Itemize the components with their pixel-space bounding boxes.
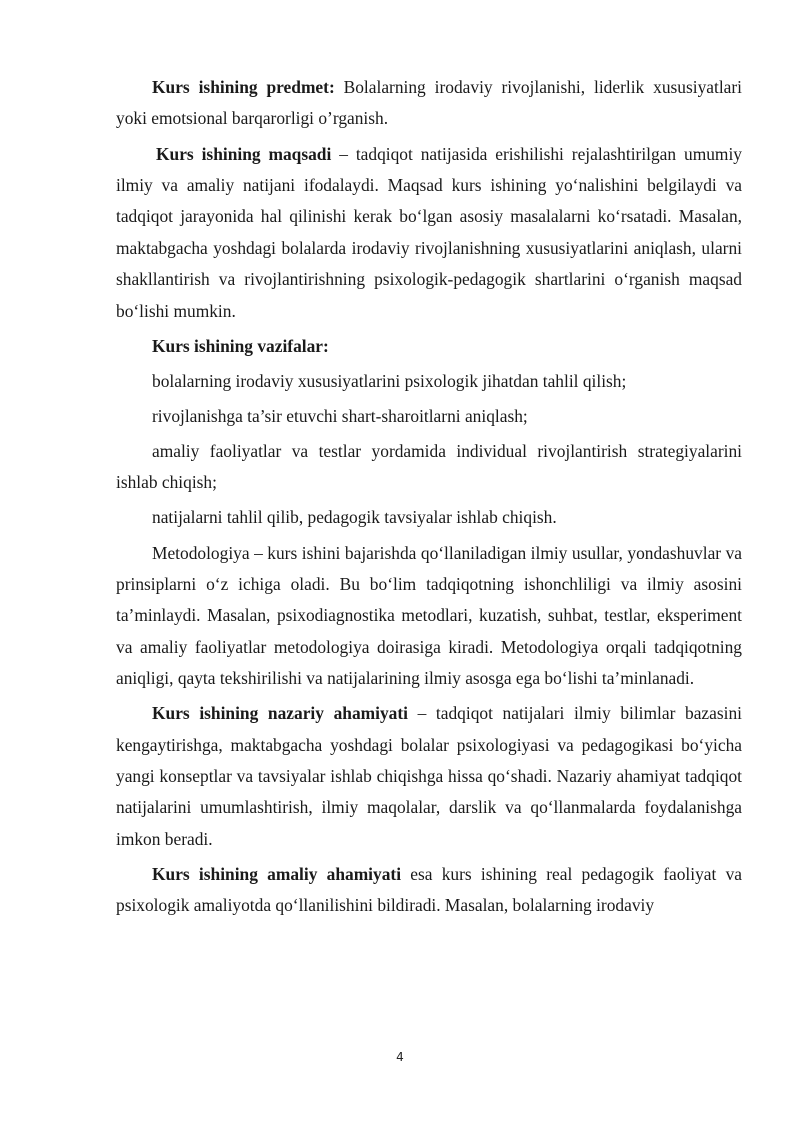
task-item-1 <box>116 366 742 397</box>
heading-practical: Kurs ishining amaliy ahamiyati <box>152 863 402 884</box>
paragraph-tasks-heading <box>116 331 742 362</box>
paragraph-theoretical <box>116 698 742 855</box>
heading-subject: Kurs ishining predmet: <box>152 77 335 97</box>
task-item-2 <box>116 401 742 432</box>
paragraph-aim <box>116 139 742 327</box>
task-item-3 <box>116 436 742 499</box>
theoretical-text: – tadqiqot natijalari ilmiy bilimlar bazasini kengaytirishga, maktabgacha yoshdagi bolalar psixologiyasi va pedagogikasi bo‘yicha yangi konseptlar va tavsiyalar ishlab chiqishga hissa qo‘shadi. Nazariy ahamiyat tadqiqot natijalarini umumlashtirish, ilmiy maqolalar, darslik va qo‘llanmalarda foydalanishga imkon beradi. <box>116 703 742 849</box>
task-item-4-text: natijalarni tahlil qilib, pedagogik tavsiyalar ishlab chiqish. <box>152 507 557 528</box>
task-item-4 <box>116 502 742 533</box>
heading-aim: Kurs ishining maqsadi <box>156 143 332 164</box>
paragraph-methodology <box>116 538 742 695</box>
practical-text: esa kurs ishining real pedagogik faoliyat va psixologik amaliyotda qo‘llanilishini bildiradi. Masalan, bolalarning irodaviy <box>116 863 742 916</box>
heading-theoretical: Kurs ishining nazariy ahamiyati <box>152 703 408 724</box>
page-number: 4 <box>396 1050 404 1064</box>
heading-tasks: Kurs ishining vazifalar: <box>152 335 329 356</box>
subject-text: Bolalarning irodaviy rivojlanishi, liderlik xususiyatlari yoki emotsional barqarorligi o’rganish. <box>116 77 742 129</box>
paragraph-subject <box>116 72 742 135</box>
task-item-2-text: rivojlanishga ta’sir etuvchi shart-sharoitlarni aniqlash; <box>152 405 528 426</box>
methodology-text: Metodologiya – kurs ishini bajarishda qo‘llaniladigan ilmiy usullar, yondashuvlar va prinsiplarni o‘z ichiga oladi. Bu bo‘lim tadqiqotning ishonchliligi va ilmiy asosini ta’minlaydi. Masalan, psixodiagnostika metodlari, kuzatish, suhbat, testlar, eksperiment va amaliy faoliyatlar metodologiya doirasiga kiradi. Metodologiya orqali tadqiqotning aniqligi, qayta tekshirilishi va natijalarining ilmiy asosga ega bo‘lishi ta’minlanadi. <box>116 542 742 689</box>
task-item-3-text: amaliy faoliyatlar va testlar yordamida individual rivojlantirish strategiyalarini ishlab chiqish; <box>116 440 742 493</box>
body-text <box>116 72 742 925</box>
aim-text: – tadqiqot natijasida erishilishi rejalashtirilgan umumiy ilmiy va amaliy natijani ifodalaydi. Maqsad kurs ishining yo‘nalishini belgilaydi va tadqiqot jarayonida hal qilinishi kerak bo‘lgan asosiy masalalarni ko‘rsatadi. Masalan, maktabgacha yoshdagi bolalarda irodaviy rivojlanishning xususiyatlarini aniqlash, ularni shakllantirish va rivojlantirishning psixologik-pedagogik shartlarini o‘rganish maqsad bo‘lishi mumkin. <box>116 143 742 321</box>
paragraph-practical <box>116 859 742 922</box>
task-item-1-text: bolalarning irodaviy xususiyatlarini psixologik jihatdan tahlil qilish; <box>152 370 627 391</box>
